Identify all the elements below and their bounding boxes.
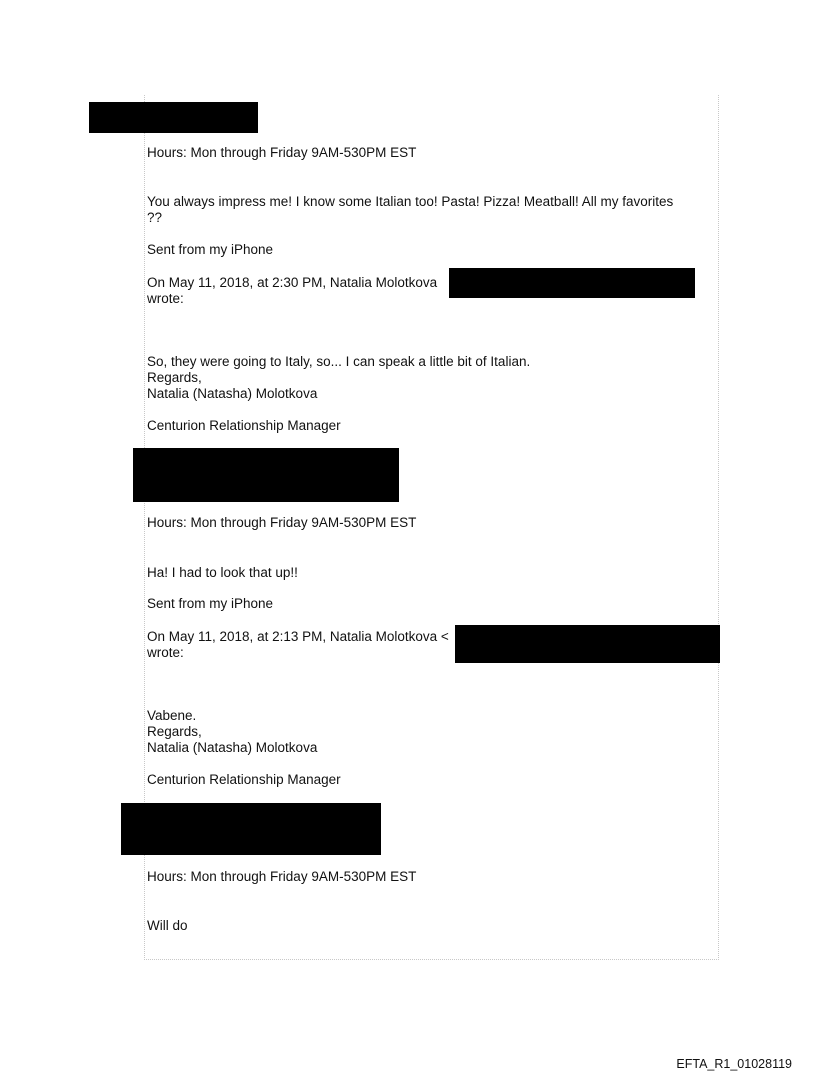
hours-text: Hours: Mon through Friday 9AM-530PM EST (147, 145, 417, 160)
sender-title: Centurion Relationship Manager (147, 772, 341, 787)
message-text: Will do (147, 918, 188, 933)
message-text: You always impress me! I know some Italian too! Pasta! Pizza! Meatball! All my favorites (147, 194, 674, 209)
hours-text: Hours: Mon through Friday 9AM-530PM EST (147, 515, 417, 530)
sender-title: Centurion Relationship Manager (147, 418, 341, 433)
document-id: EFTA_R1_01028119 (676, 1057, 792, 1071)
message-text: So, they were going to Italy, so... I can speak a little bit of Italian. (147, 354, 531, 369)
redaction-block (133, 448, 399, 502)
signature-text: Sent from my iPhone (147, 242, 274, 257)
quote-header: On May 11, 2018, at 2:13 PM, Natalia Molotkova < (147, 629, 449, 644)
quote-wrote: wrote: (147, 291, 184, 306)
redaction-block (89, 102, 258, 133)
message-text: Vabene. (147, 708, 197, 723)
regards-text: Regards, (147, 724, 202, 739)
regards-text: Regards, (147, 370, 202, 385)
quote-header: On May 11, 2018, at 2:30 PM, Natalia Molotkova (147, 275, 438, 290)
sender-name: Natalia (Natasha) Molotkova (147, 386, 318, 401)
redaction-block (449, 268, 695, 298)
hours-text: Hours: Mon through Friday 9AM-530PM EST (147, 869, 417, 884)
signature-text: Sent from my iPhone (147, 596, 274, 611)
sender-name: Natalia (Natasha) Molotkova (147, 740, 318, 755)
redaction-block (121, 803, 381, 855)
redaction-block (455, 625, 720, 663)
quote-wrote: wrote: (147, 645, 184, 660)
message-text: ?? (147, 210, 163, 225)
message-text: Ha! I had to look that up!! (147, 565, 298, 580)
